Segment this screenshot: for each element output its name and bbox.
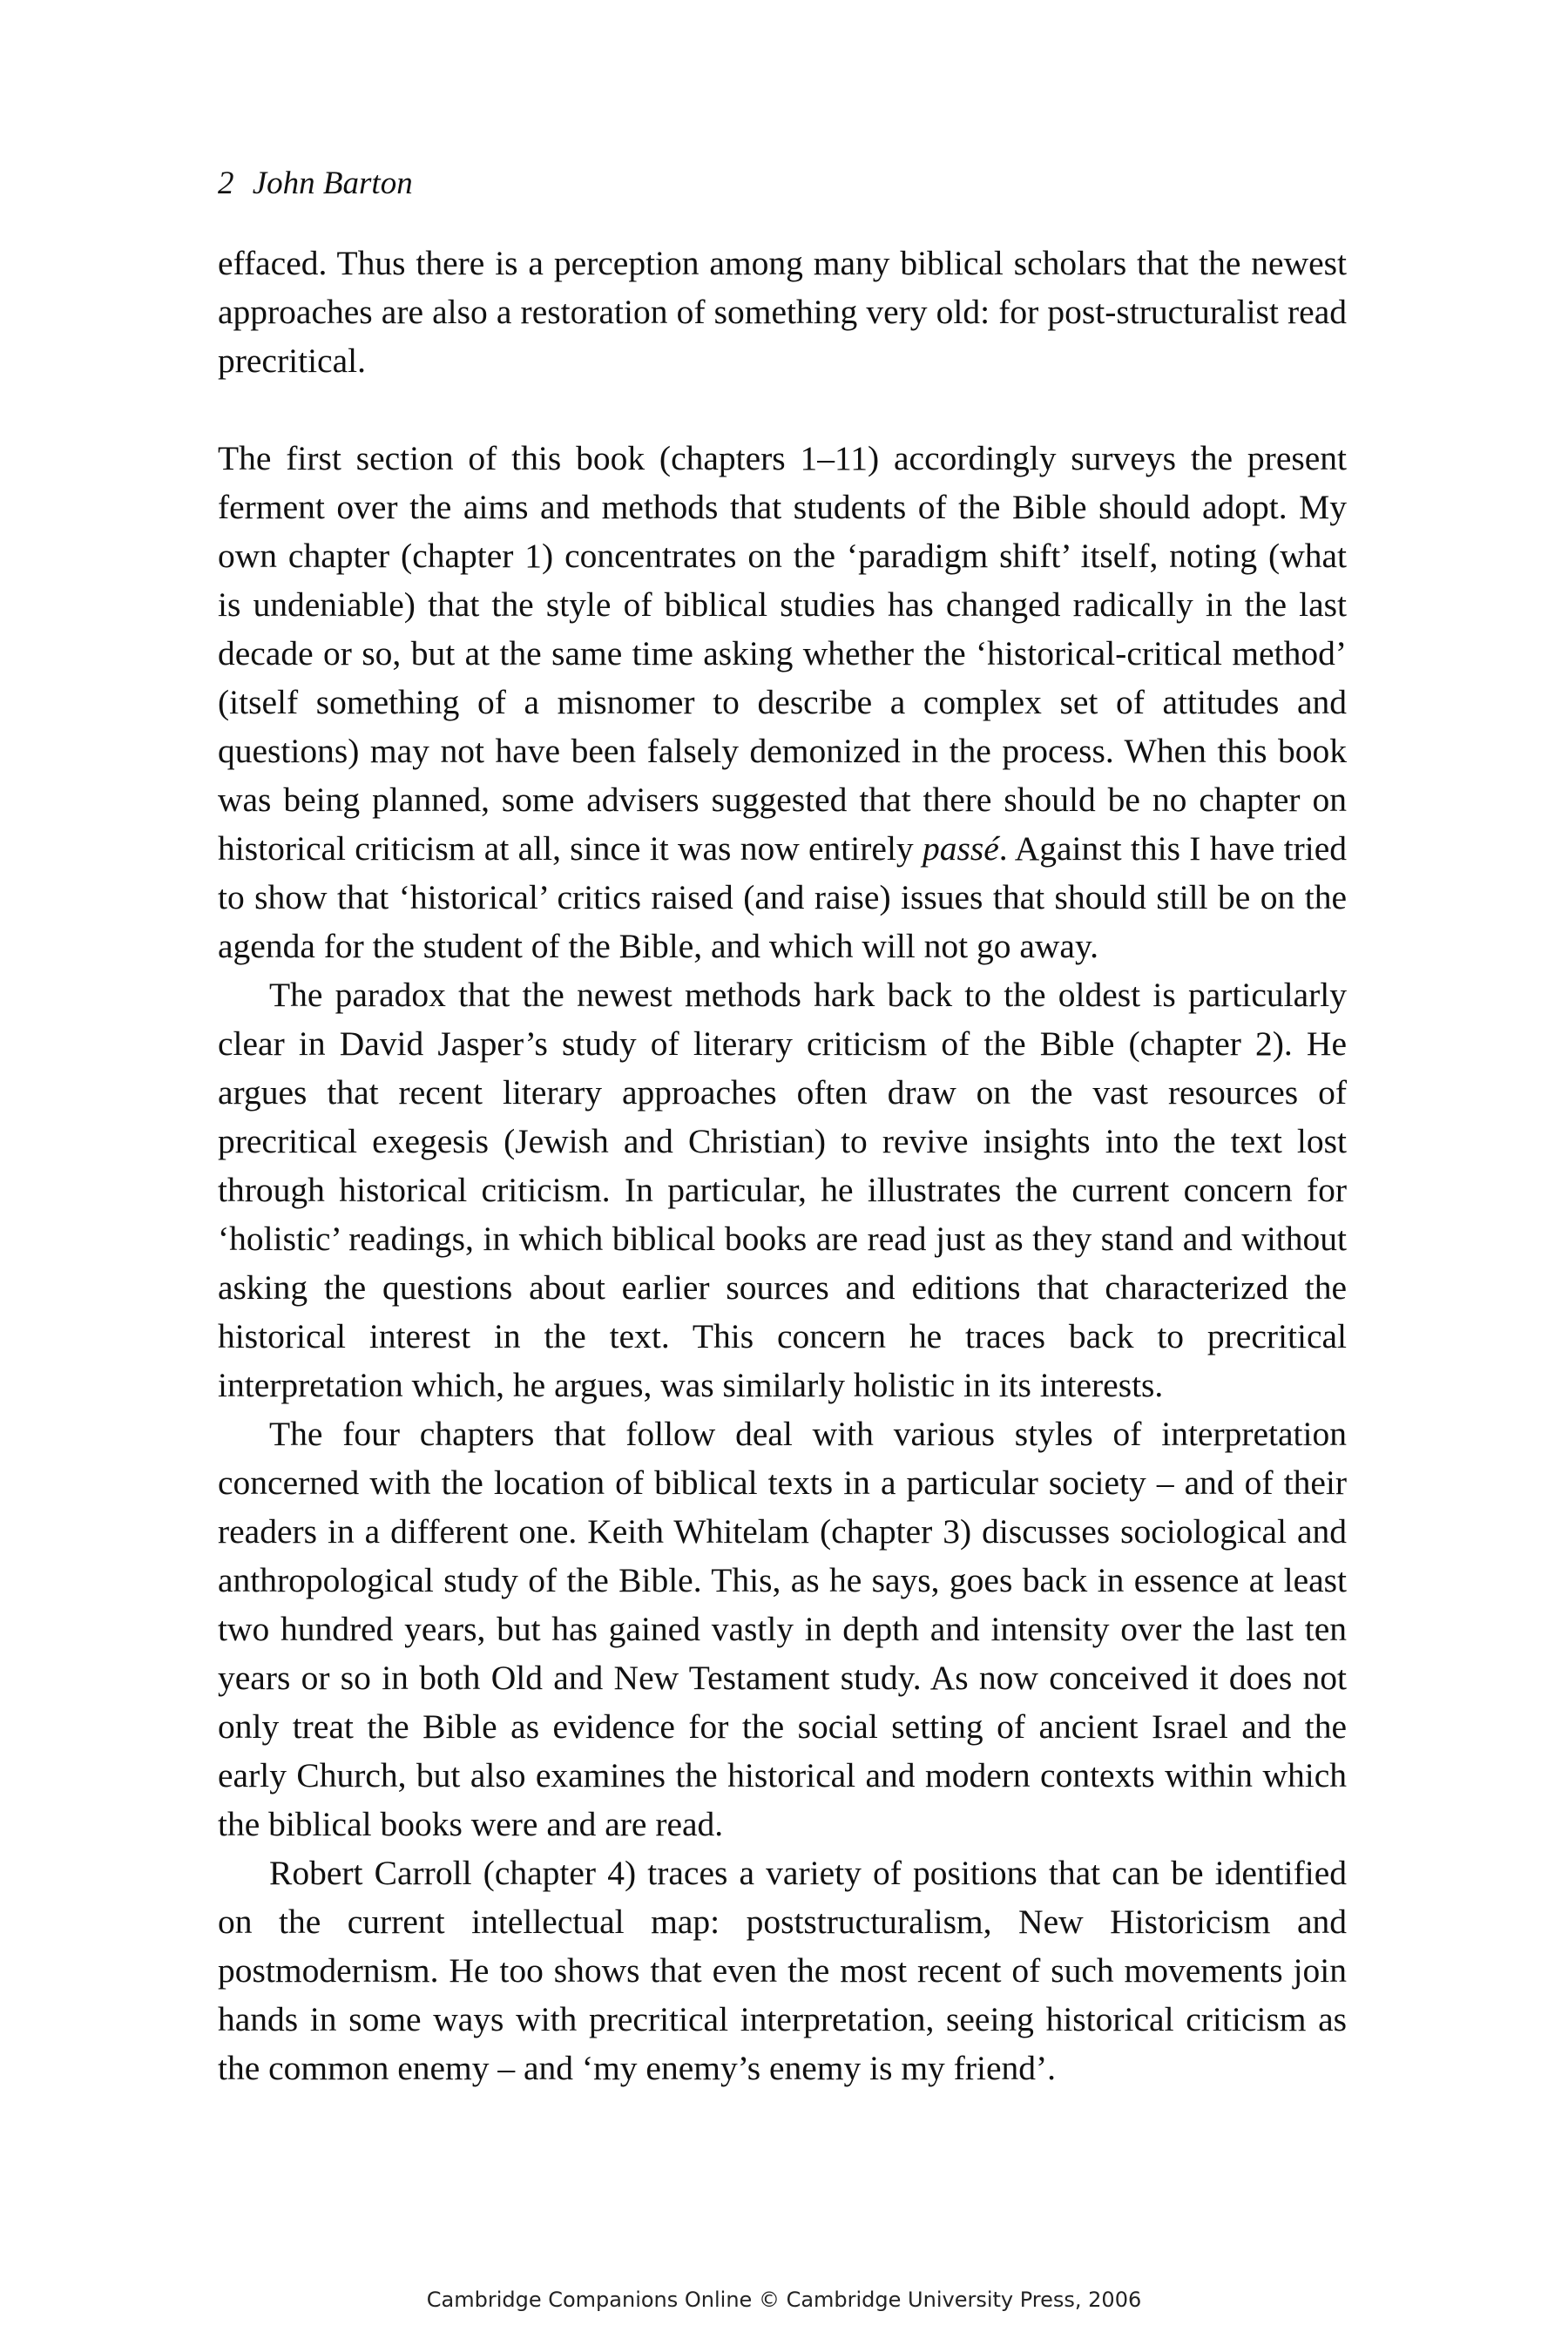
paragraph-continuation: [218, 239, 1347, 385]
paragraph-section-overview: [218, 434, 1347, 970]
paragraph-text: The paradox that the newest methods hark back to the oldest is particularly clear in David Jasper’s study of literary criticism of the Bible (chapter 2). He argues that recent literary approaches often draw on the vast resources of precritical exegesis (Jewish and Christian) to revive insights into the text lost through historical criticism. In particular, he illustrates the current concern for ‘holistic’ readings, in which biblical books are read just as they stand and without asking the questions about earlier sources and editions that characterized the historical interest in the text. This concern he traces back to precritical interpretation which, he argues, was similarly holistic in its interests.: [218, 976, 1347, 1404]
running-head-author: John Barton: [252, 166, 413, 201]
paragraph-whitelam: [218, 1409, 1347, 1848]
copyright-footer: Cambridge Companions Online © Cambridge University Press, 2006: [426, 2288, 1142, 2312]
paragraph-jasper: [218, 970, 1347, 1409]
running-head: [218, 167, 413, 199]
paragraph-text: Robert Carroll (chapter 4) traces a variety of positions that can be identified on the current intellectual map: poststructuralism, New Historicism and postmodernism. He too shows that even the most recent of such movements join hands in some ways with precritical interpretation, seeing historical criticism as the common enemy – and ‘my enemy’s enemy is my friend’.: [218, 1854, 1347, 2087]
paragraph-text: effaced. Thus there is a perception among many biblical scholars that the newest approaches are also a restoration of something very old: for post-structuralist read precritical.: [218, 244, 1347, 380]
italic-term: passé: [922, 829, 999, 868]
paragraph-text: The four chapters that follow deal with various styles of interpretation concerned with the location of biblical texts in a particular society – and of their readers in a different one. Keith Whitelam (chapter 3) discusses sociological and anthropological study of the Bible. This, as he says, goes back in essence at least two hundred years, but has gained vastly in depth and intensity over the last ten years or so in both Old and New Testament study. As now conceived it does not only treat the Bible as evidence for the social setting of ancient Israel and the early Church, but also examines the historical and modern contexts within which the biblical books were and are read.: [218, 1415, 1347, 1843]
page-number: 2: [218, 166, 234, 201]
paragraph-text: The first section of this book (chapters 1–11) accordingly surveys the present ferment over the aims and methods that students of the Bible should adopt. My own chapter (chapter 1) concentrates on the ‘paradigm shift’ itself, noting (what is undeniable) that the style of biblical studies has changed radically in the last decade or so, but at the same time asking whether the ‘historical-critical method’ (itself something of a misnomer to describe a complex set of attitudes and questions) may not have been falsely demonized in the process. When this book was being planned, some advisers suggested that there should be no chapter on historical criticism at all, since it was now entirely: [218, 439, 1347, 868]
paragraph-text-after: . Against this I have tried to show that ‘historical’ critics raised (and raise) issues that should still be on the agenda for the student of the Bible, and which will not go away.: [218, 829, 1347, 965]
body-text: [218, 239, 1347, 2092]
paragraph-carroll: [218, 1848, 1347, 2092]
